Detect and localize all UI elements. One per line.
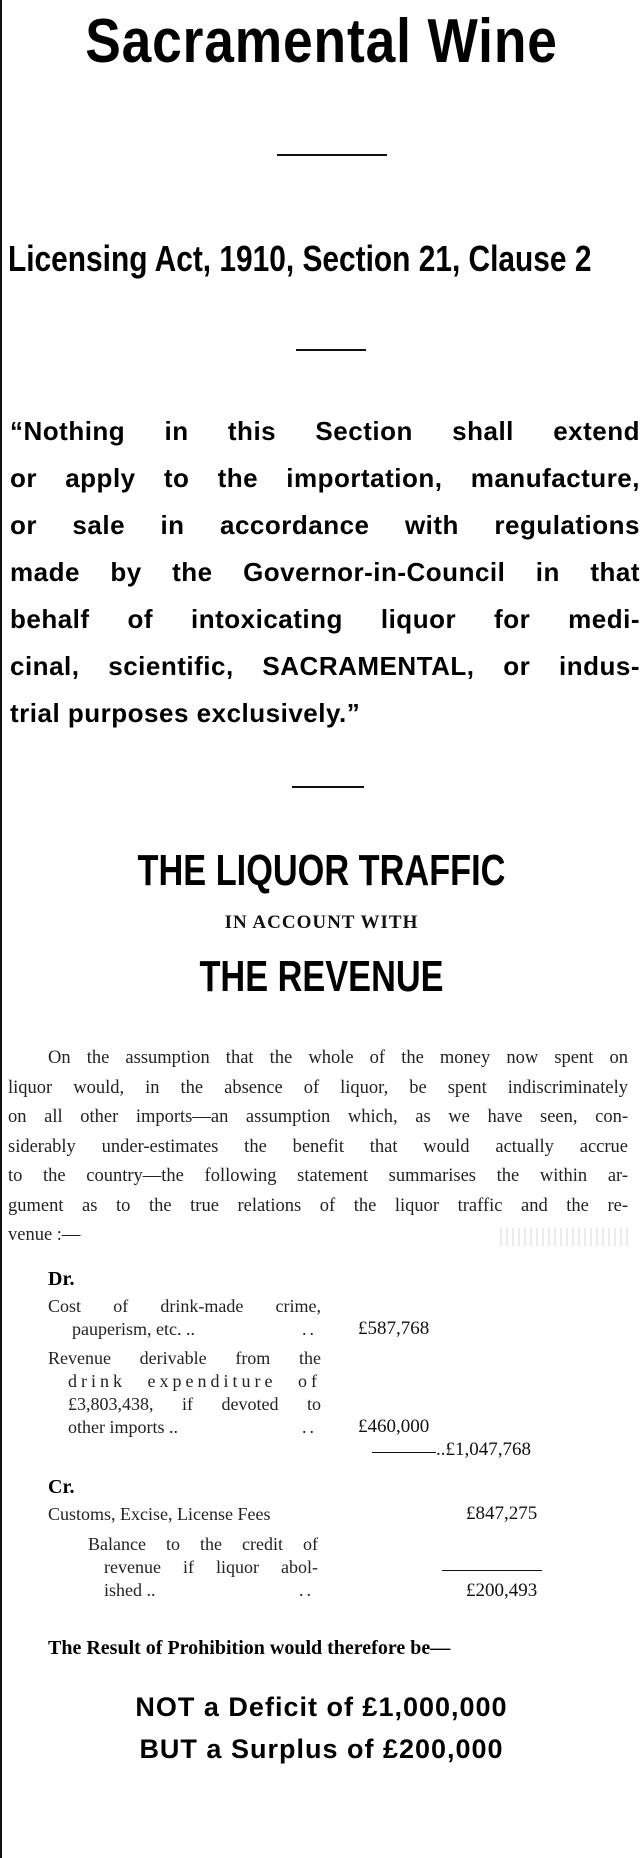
paragraph-line: gument as to the true relations of the liquor traffic and the re- (8, 1195, 628, 1216)
cr-item-fees: Customs, Excise, License Fees (48, 1504, 271, 1524)
cr-item-line: ished .. (104, 1580, 156, 1600)
sum-rule (372, 1452, 436, 1453)
dr-item-crime (48, 1295, 321, 1341)
act-subtitle: Licensing Act, 1910, Section 21, Clause 2 (8, 238, 592, 279)
quote-line: behalf of intoxicating liquor for medi- (10, 604, 640, 634)
quote-line: or apply to the importation, manufacture, (10, 463, 640, 493)
quote-line: made by the Governor-in-Council in that (10, 557, 640, 587)
revenue-heading: THE REVENUE (199, 952, 444, 1001)
print-smudge (500, 1228, 628, 1246)
dr-item-line: .. (302, 1319, 317, 1339)
dr-item-line: Cost of drink-made crime, (48, 1296, 321, 1316)
divider-rule (277, 154, 387, 156)
cr-item-fees-amount: £847,275 (466, 1503, 538, 1524)
quote-line: cinal, scientific, SACRAMENTAL, or indus- (10, 651, 640, 681)
sum-rule (442, 1570, 542, 1571)
act-quote (10, 408, 640, 737)
liquor-traffic-heading: THE LIQUOR TRAFFIC (137, 846, 506, 895)
divider-rule (292, 786, 364, 788)
dr-item-line: £3,803,438, if devoted to (68, 1394, 321, 1414)
dr-item-line: other imports .. (68, 1417, 178, 1437)
cr-balance-amount: £200,493 (466, 1580, 538, 1601)
dr-item-line: Revenue derivable from the (48, 1348, 321, 1368)
paragraph-line: on all other imports—an assumption which, as we have seen, con- (8, 1107, 628, 1127)
result-deficit-line: NOT a Deficit of £1,000,000 (135, 1692, 508, 1722)
paragraph-line: venue :— (8, 1225, 81, 1245)
paragraph-line: siderably under-estimates the benefit that would actually accrue (8, 1136, 628, 1157)
quote-line: or sale in accordance with regulations (10, 510, 640, 540)
page-title: Sacramental Wine (85, 7, 558, 76)
dr-item-line: .. (302, 1417, 317, 1437)
cr-item-balance (88, 1533, 318, 1602)
quote-line: “Nothing in this Section shall extend (10, 416, 640, 446)
quote-line: trial purposes exclusively.” (10, 698, 361, 728)
paragraph-line: liquor would, in the absence of liquor, be spent indiscriminately (8, 1077, 628, 1098)
cr-label: Cr. (48, 1476, 75, 1498)
cr-item-line: revenue if liquor abol- (104, 1557, 318, 1577)
dr-label: Dr. (48, 1268, 75, 1290)
dr-item-revenue-amount: £460,000 (358, 1416, 430, 1437)
cr-item-line: .. (299, 1580, 314, 1600)
cr-item-line: Balance to the credit of (88, 1534, 318, 1554)
assumption-paragraph (8, 1044, 628, 1251)
dr-item-crime-amount: £587,768 (358, 1318, 430, 1339)
divider-rule (296, 349, 366, 351)
result-intro: The Result of Prohibition would therefore be— (48, 1637, 451, 1659)
dr-item-revenue (48, 1347, 321, 1439)
dr-item-line: pauperism, etc. .. (72, 1319, 195, 1339)
result-surplus-line: BUT a Surplus of £200,000 (139, 1734, 504, 1764)
account-with-heading: IN ACCOUNT WITH (224, 912, 419, 933)
dr-item-line: drink expenditure of (68, 1371, 321, 1391)
paragraph-line: to the country—the following statement summarises the within ar- (8, 1166, 628, 1186)
paragraph-line: On the assumption that the whole of the money now spent on (48, 1048, 628, 1068)
dr-total-amount: ..£1,047,768 (436, 1439, 531, 1460)
